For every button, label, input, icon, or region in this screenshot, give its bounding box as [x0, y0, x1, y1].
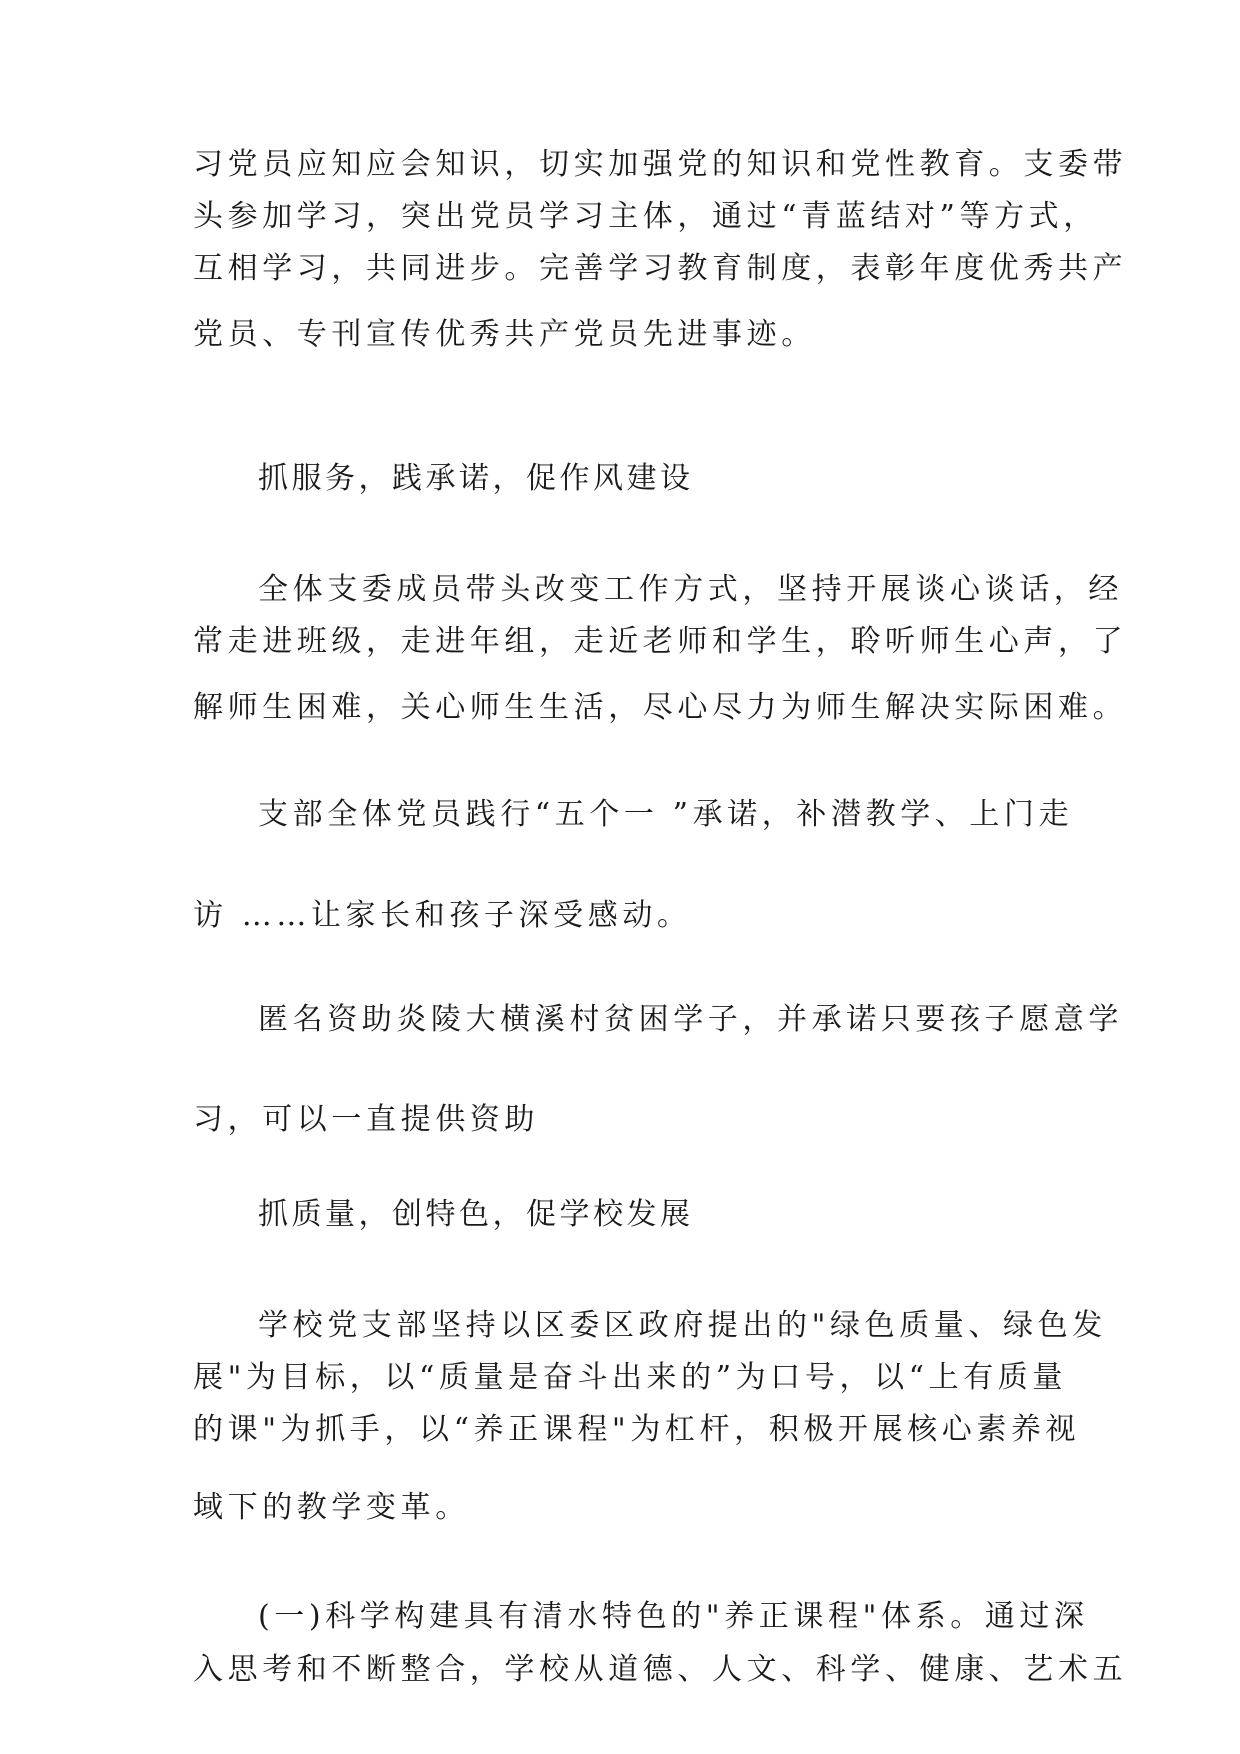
paragraph-line: 域下的教学变革。: [193, 1490, 470, 1525]
section-heading: 抓质量，创特色，促学校发展: [258, 1197, 694, 1232]
paragraph-line: 匿名资助炎陵大横溪村贫困学子，并承诺只要孩子愿意学: [258, 1002, 1123, 1037]
paragraph-line: 学校党支部坚持以区委区政府提出的"绿色质量、绿色发: [258, 1308, 1107, 1343]
paragraph-line: 互相学习，共同进步。完善学习教育制度，表彰年度优秀共产: [193, 251, 1128, 286]
paragraph-line: 解师生困难，关心师生生活，尽心尽力为师生解决实际困难。: [193, 690, 1128, 725]
paragraph-line: 访 ……让家长和孩子深受感动。: [193, 898, 692, 933]
paragraph-line: 习，可以一直提供资助: [193, 1102, 539, 1137]
paragraph-line: 展"为目标，以“质量是奋斗出来的”为口号，以“上有质量: [193, 1360, 1068, 1395]
paragraph-line: (一)科学构建具有清水特色的"养正课程"体系。通过深: [258, 1599, 1089, 1634]
paragraph-line: 头参加学习，突出党员学习主体，通过“青蓝结对”等方式，: [193, 199, 1098, 234]
paragraph-line: 常走进班级，走进年组，走近老师和学生，聆听师生心声，了: [193, 624, 1128, 659]
paragraph-line: 的课"为抓手，以“养正课程"为杠杆，积极开展核心素养视: [193, 1412, 1081, 1447]
paragraph-line: 党员、专刊宣传优秀共产党员先进事迹。: [193, 317, 816, 352]
paragraph-line: 习党员应知应会知识，切实加强党的知识和党性教育。支委带: [193, 147, 1128, 182]
paragraph-line: 支部全体党员践行“五个一 ”承诺，补潜教学、上门走: [258, 797, 1074, 832]
section-heading: 抓服务，践承诺，促作风建设: [258, 461, 694, 496]
paragraph-line: 入思考和不断整合，学校从道德、人文、科学、健康、艺术五: [193, 1652, 1128, 1687]
paragraph-line: 全体支委成员带头改变工作方式，坚持开展谈心谈话，经: [258, 572, 1123, 607]
